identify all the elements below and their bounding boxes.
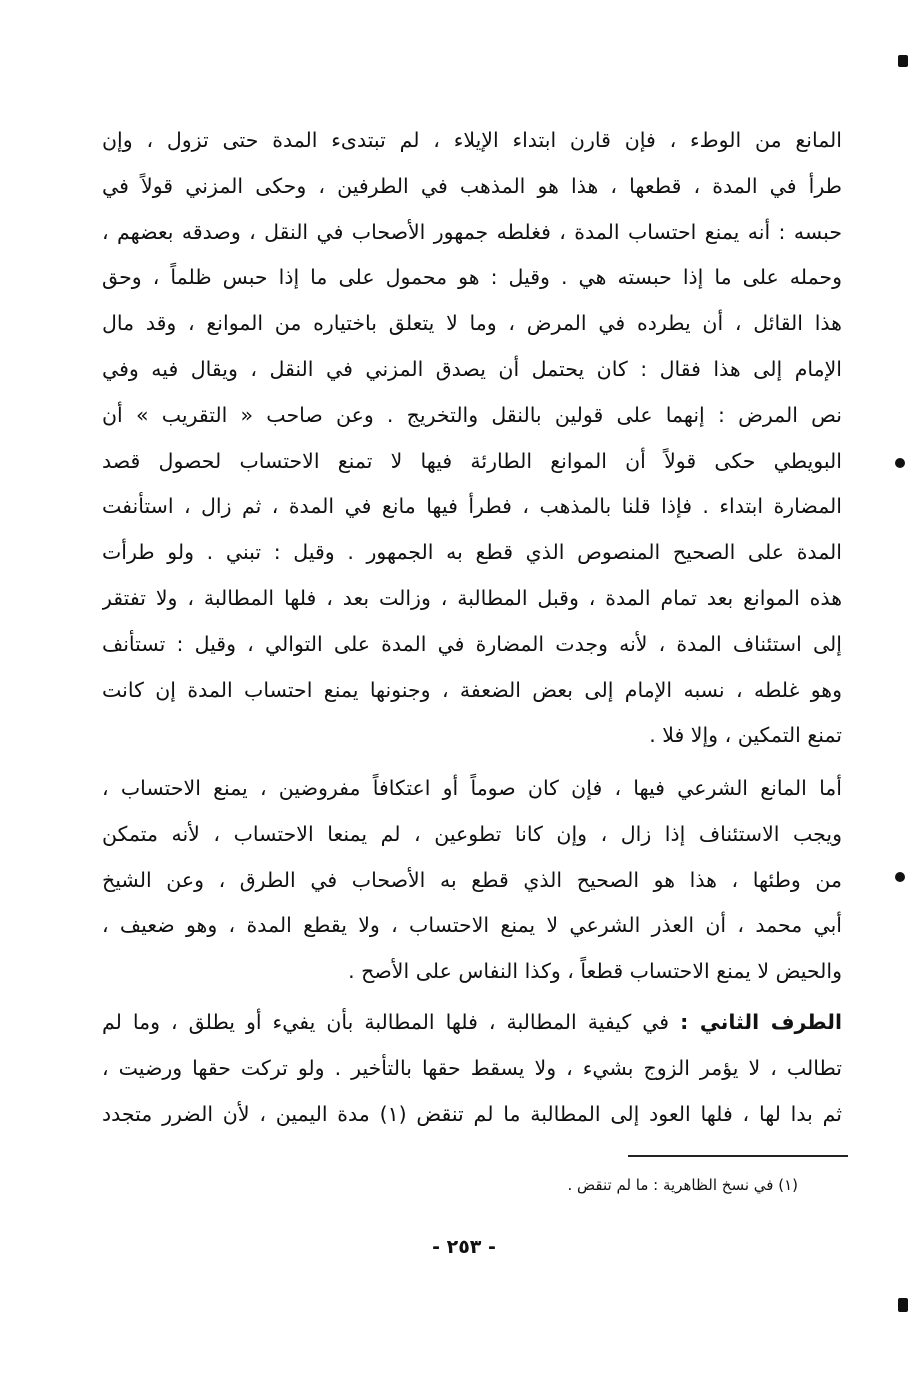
- text-line: نص المرض : إنهما على قولين بالنقل والتخريج . وعن صاحب « التقريب » أن: [102, 402, 842, 427]
- scan-edge-mark: [898, 55, 908, 67]
- scan-edge-mark: [895, 458, 905, 468]
- text-line: البويطي حكى قولاً أن الموانع الطارئة فيها لا تمنع الاحتساب لحصول قصد: [102, 448, 842, 473]
- text-line: طرأ في المدة ، قطعها ، هذا هو المذهب في الطرفين ، وحكى المزني قولاً في: [102, 173, 842, 198]
- text-line: إلى استئناف المدة ، لأنه وجدت المضارة في المدة على التوالي ، وقيل : تستأنف: [102, 631, 842, 656]
- paragraph-3: [102, 1000, 842, 1137]
- text-line: المانع من الوطء ، فإن قارن ابتداء الإيلاء ، لم تبتدىء المدة حتى تزول ، وإن: [102, 128, 842, 152]
- text-line: الإمام إلى هذا فقال : كان يحتمل أن يصدق المزني في النقل ، ويقال فيه وفي: [102, 356, 842, 381]
- text-line-rest: في كيفية المطالبة ، فلها المطالبة بأن يفيء أو يطلق ، وما لم: [102, 1010, 670, 1034]
- text-line: والحيض لا يمنع الاحتساب قطعاً ، وكذا النفاس على الأصح .: [348, 959, 842, 984]
- text-line: [102, 1000, 842, 1046]
- text-line: المدة على الصحيح المنصوص الذي قطع به الجمهور . وقيل : تبني . ولو طرأت: [102, 540, 842, 565]
- paragraph-1: [102, 118, 842, 759]
- text-line: حبسه : أنه يمنع احتساب المدة ، فغلطه جمهور الأصحاب في النقل ، وصدقه بعضهم ،: [102, 219, 842, 244]
- text-line: تمنع التمكين ، وإلا فلا .: [649, 723, 842, 748]
- footnote: (١) في نسخ الظاهرية : ما لم تنقض .: [567, 1176, 798, 1194]
- text-line: ويجب الاستئناف إذا زال ، وإن كانا تطوعين ، لم يمنعا الاحتساب ، لأنه متمكن: [102, 821, 842, 846]
- scan-edge-mark: [895, 872, 905, 882]
- paragraph-2: [102, 766, 842, 995]
- section-heading: الطرف الثاني :: [680, 1010, 842, 1034]
- text-line: المضارة ابتداء . فإذا قلنا بالمذهب ، فطرأ فيها مانع في المدة ، ثم زال ، استأنفت: [102, 494, 842, 519]
- text-line: من وطئها ، هذا هو الصحيح الذي قطع به الأصحاب في الطرق ، وعن الشيخ: [102, 867, 842, 892]
- page-number: - ٢٥٣ -: [432, 1236, 496, 1258]
- text-line: هذا القائل ، أن يطرده في المرض ، وما لا يتعلق باختياره من الموانع ، وقد مال: [102, 311, 842, 336]
- text-line: هذه الموانع بعد تمام المدة ، وقبل المطالبة ، وزالت بعد ، فلها المطالبة ، ولا تفتقر: [102, 585, 842, 610]
- footnote-divider: [628, 1155, 848, 1157]
- text-line: أما المانع الشرعي فيها ، فإن كان صوماً أو اعتكافاً مفروضين ، يمنع الاحتساب ،: [102, 776, 842, 800]
- text-line: وهو غلطه ، نسبه الإمام إلى بعض الضعفة ، وجنونها يمنع احتساب المدة إن كانت: [102, 677, 842, 702]
- text-line: وحمله على ما إذا حبسته هي . وقيل : هو محمول على ما إذا حبس ظلماً ، وحق: [102, 265, 842, 290]
- scan-edge-mark: [898, 1298, 908, 1312]
- text-line: ثم بدا لها ، فلها العود إلى المطالبة ما لم تنقض (١) مدة اليمين ، لأن الضرر متجدد: [102, 1101, 842, 1126]
- text-line: أبي محمد ، أن العذر الشرعي لا يمنع الاحتساب ، ولا يقطع المدة ، وهو ضعيف ،: [102, 913, 842, 938]
- text-line: تطالب ، لا يؤمر الزوج بشيء ، ولا يسقط حقها بالتأخير . ولو تركت حقها ورضيت ،: [102, 1055, 842, 1080]
